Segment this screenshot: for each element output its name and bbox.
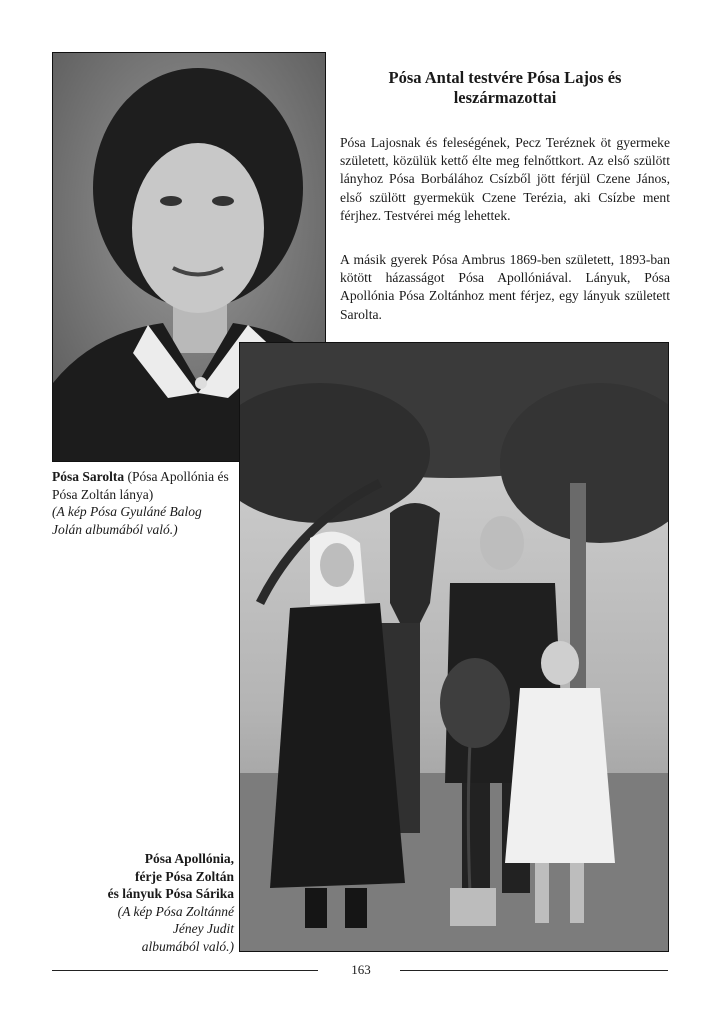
family-caption-line3: és lányuk Pósa Sárika [107, 886, 234, 901]
page-number: 163 [351, 962, 371, 977]
family-caption-source2: Jéney Judit [172, 921, 234, 936]
family-caption [52, 850, 234, 955]
portrait-caption-detail: (Pósa Apollónia és Pósa Zoltán lánya) [52, 469, 229, 502]
family-caption-source1: (A kép Pósa Zoltánné [117, 903, 234, 919]
footer-rule-right [400, 970, 668, 971]
portrait-caption [52, 468, 234, 538]
article-title-line2: leszármazottai [453, 88, 557, 107]
family-caption-line2: férje Pósa Zoltán [135, 868, 234, 884]
family-photo [239, 342, 669, 952]
family-caption-line1: Pósa Apollónia, [144, 851, 234, 866]
portrait-caption-name: Pósa Sarolta [52, 469, 125, 484]
portrait-caption-source: (A kép Pósa Gyuláné Balog Jolán albumából való.) [52, 504, 202, 537]
article-title [340, 68, 670, 108]
paragraph-2: A másik gyerek Pósa Ambrus 1869-ben született, 1893-ban kötött házasságot Pósa Apollóniával. Lányuk, Pósa Apollónia Pósa Zoltánhoz ment férjez, egy lányuk született Sarolta. [340, 252, 670, 322]
family-caption-source3: albumából való.) [141, 938, 234, 954]
paragraph-1: Pósa Lajosnak és feleségének, Pecz Teréznek öt gyermeke született, közülük kettő élte meg felnőttkort. Az első szülött lányhoz Pósa Borbálához Csízből jött férjül Czene János, első szülött gyermekük Czene Terézia, aki Csízbe ment férjhez. Testvérei még lehettek. [340, 135, 670, 223]
article-title-line1: Pósa Antal testvére Pósa Lajos és [388, 68, 622, 87]
footer-rule-left [52, 970, 318, 971]
